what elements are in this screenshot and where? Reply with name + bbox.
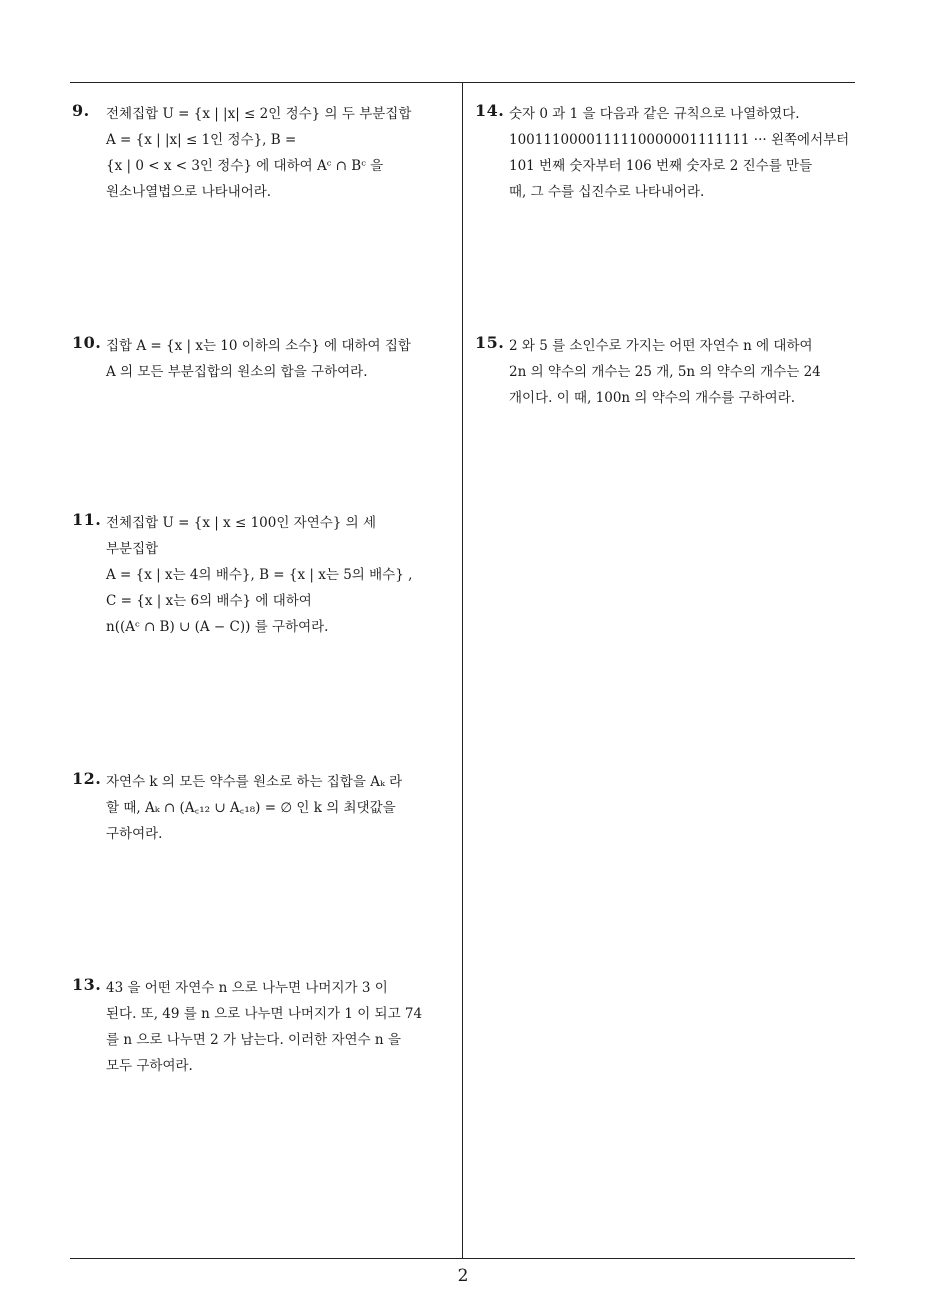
problem-text-line: 를 n 으로 나누면 2 가 남는다. 이러한 자연수 n 을: [106, 1032, 401, 1048]
problem-text-line: 2 와 5 를 소인수로 가지는 어떤 자연수 n 에 대하여: [509, 338, 813, 354]
problem-text-line: 개이다. 이 때, 100n 의 약수의 개수를 구하여라.: [509, 390, 796, 406]
problem-text-line: 1001110000111110000001111111 ··· 왼쪽에서부터: [509, 132, 850, 148]
problem-number: 9.: [72, 101, 90, 120]
problem-number: 13.: [72, 975, 102, 994]
page-number: 2: [457, 1266, 469, 1286]
problem-text-line: 2n 의 약수의 개수는 25 개, 5n 의 약수의 개수는 24: [509, 364, 821, 380]
column-divider: [462, 82, 463, 1258]
problem-text-line: 할 때, Aₖ ∩ (A꜀₁₂ ∪ A꜀₁₈) = ∅ 인 k 의 최댓값을: [106, 800, 396, 816]
problem-text-line: 숫자 0 과 1 을 다음과 같은 규칙으로 나열하였다.: [509, 106, 800, 122]
problem-text-line: n((Aᶜ ∩ B) ∪ (A − C)) 를 구하여라.: [106, 619, 329, 635]
problem-text-line: 101 번째 숫자부터 106 번째 숫자로 2 진수를 만들: [509, 158, 813, 174]
problem-text-line: 원소나열법으로 나타내어라.: [106, 184, 272, 200]
problem-text-line: 때, 그 수를 십진수로 나타내어라.: [509, 184, 705, 200]
problem-text-line: 집합 A = {x | x는 10 이하의 소수} 에 대하여 집합: [106, 338, 411, 354]
problem-text-line: 전체집합 U = {x | |x| ≤ 2인 정수} 의 두 부분집합: [106, 106, 412, 122]
problem-text-line: A = {x | x는 4의 배수}, B = {x | x는 5의 배수} ,: [106, 567, 413, 583]
problem-text-line: A = {x | |x| ≤ 1인 정수}, B =: [106, 132, 297, 148]
problem-text-line: 된다. 또, 49 를 n 으로 나누면 나머지가 1 이 되고 74: [106, 1006, 423, 1022]
problem-text-line: 모두 구하여라.: [106, 1058, 193, 1074]
problem-text-line: 부분집합: [106, 541, 159, 557]
problem-number: 11.: [72, 510, 102, 529]
problem-text-line: 자연수 k 의 모든 약수를 원소로 하는 집합을 Aₖ 라: [106, 774, 403, 790]
problem-number: 15.: [475, 333, 505, 352]
problem-text-line: 43 을 어떤 자연수 n 으로 나누면 나머지가 3 이: [106, 980, 388, 996]
problem-text-line: 구하여라.: [106, 826, 163, 842]
problem-text-line: A 의 모든 부분집합의 원소의 합을 구하여라.: [106, 364, 368, 380]
problem-text-line: {x | 0 < x < 3인 정수} 에 대하여 Aᶜ ∩ Bᶜ 을: [106, 158, 384, 174]
problem-number: 14.: [475, 101, 505, 120]
bottom-rule: [70, 1258, 855, 1259]
problem-text-line: C = {x | x는 6의 배수} 에 대하여: [106, 593, 312, 609]
problem-text-line: 전체집합 U = {x | x ≤ 100인 자연수} 의 세: [106, 515, 377, 531]
problem-number: 12.: [72, 769, 102, 788]
problem-number: 10.: [72, 333, 102, 352]
